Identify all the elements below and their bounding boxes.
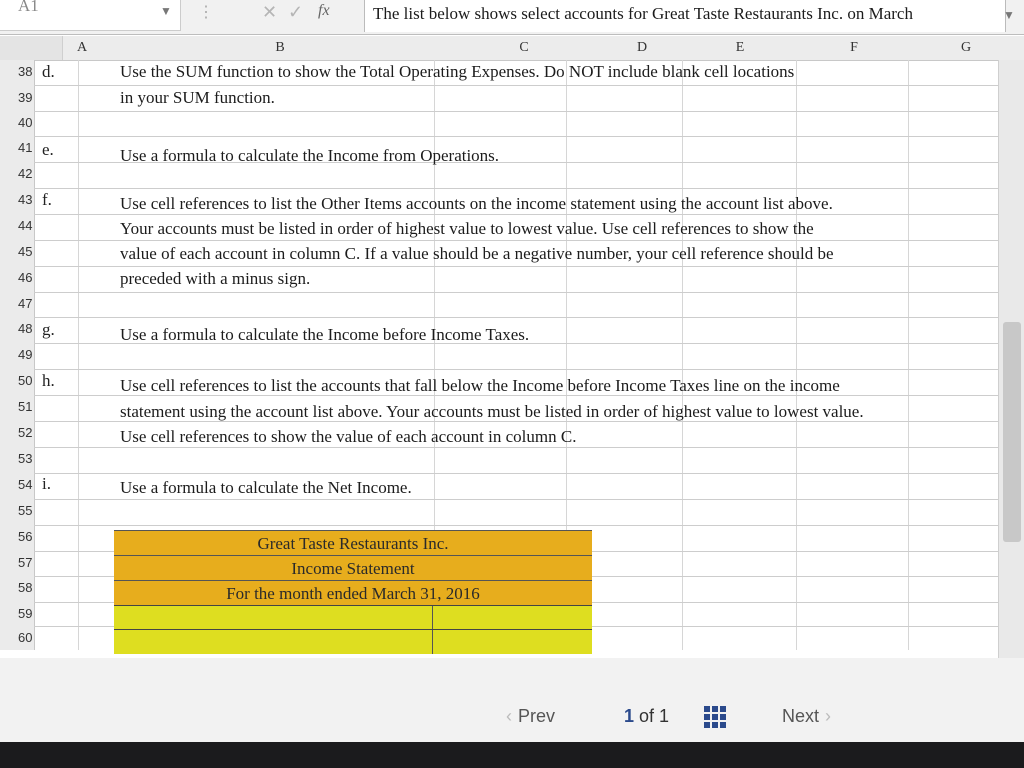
statement-company-name[interactable]: Great Taste Restaurants Inc.	[114, 530, 592, 556]
screen-bezel	[0, 742, 1024, 768]
formula-text: The list below shows select accounts for Great Taste Restaurants Inc. on March	[373, 4, 913, 23]
column-header-bar	[0, 36, 1024, 61]
instruction-f-line-4: preceded with a minus sign.	[120, 269, 311, 288]
instruction-e-line-1: Use a formula to calculate the Income from Operations.	[120, 146, 500, 165]
row-number[interactable]: 39	[18, 90, 33, 105]
row-gridline	[34, 136, 998, 137]
row-number[interactable]: 47	[18, 296, 33, 311]
page-current: 1	[624, 706, 635, 726]
cell-divider	[432, 630, 433, 654]
page-indicator	[624, 706, 669, 727]
instruction-g-line-1: Use a formula to calculate the Income before Income Taxes.	[120, 325, 530, 344]
cell-divider	[432, 606, 433, 630]
row-gridline	[34, 266, 998, 267]
enter-check-icon[interactable]: ✓	[288, 2, 304, 22]
next-button[interactable]	[782, 706, 831, 727]
chevron-down-icon[interactable]: ▼	[1003, 8, 1015, 22]
column-header-e[interactable]: E	[735, 40, 745, 55]
row-number[interactable]: 56	[18, 529, 33, 544]
step-letter-f: f.	[42, 190, 52, 209]
row-gridline	[34, 292, 998, 293]
column-gridline	[682, 60, 683, 650]
instruction-f-line-3: value of each account in column C. If a value should be a negative number, your cell reference should be	[120, 244, 834, 263]
statement-title[interactable]: Income Statement	[114, 555, 592, 581]
row-number[interactable]: 51	[18, 399, 33, 414]
row-number[interactable]: 42	[18, 166, 33, 181]
step-letter-g: g.	[42, 320, 55, 339]
chevron-right-icon: ›	[825, 706, 832, 726]
page-of: of 1	[639, 706, 670, 726]
column-gridline	[78, 60, 79, 650]
more-options-icon[interactable]: ⋮	[198, 4, 214, 21]
column-header-d[interactable]: D	[636, 40, 648, 55]
row-gridline	[34, 240, 998, 241]
row-number[interactable]: 50	[18, 373, 33, 388]
scrollbar-thumb[interactable]	[1003, 322, 1021, 542]
instruction-d-line-1: Use the SUM function to show the Total Operating Expenses. Do NOT include blank cell locations	[120, 62, 795, 81]
column-header-c[interactable]: C	[519, 40, 529, 55]
instruction-f-line-1: Use cell references to list the Other Items accounts on the income statement using the account list above.	[120, 194, 833, 213]
row-number[interactable]: 45	[18, 244, 33, 259]
row-gridline	[34, 111, 998, 112]
formula-bar	[0, 0, 1024, 35]
statement-period[interactable]: For the month ended March 31, 2016	[114, 580, 592, 606]
statement-input-row[interactable]	[114, 605, 592, 630]
row-number[interactable]: 41	[18, 140, 33, 155]
column-header-b[interactable]: B	[275, 40, 285, 55]
income-statement	[114, 530, 592, 650]
step-letter-d: d.	[42, 62, 55, 81]
instruction-i-line-1: Use a formula to calculate the Net Income.	[120, 478, 412, 497]
row-number[interactable]: 46	[18, 270, 33, 285]
row-number[interactable]: 55	[18, 503, 33, 518]
column-gridline	[908, 60, 909, 650]
column-header-g[interactable]: G	[960, 40, 972, 55]
row-number[interactable]: 48	[18, 321, 33, 336]
row-gridline	[34, 525, 998, 526]
row-number[interactable]: 58	[18, 580, 33, 595]
cell-reference: A1	[18, 0, 39, 15]
row-number[interactable]: 53	[18, 451, 33, 466]
row-number[interactable]: 52	[18, 425, 33, 440]
function-icon[interactable]: fx	[318, 2, 330, 19]
cancel-icon[interactable]: ✕	[262, 2, 278, 22]
row-number[interactable]: 60	[18, 630, 33, 645]
row-number[interactable]: 44	[18, 218, 33, 233]
column-gridline	[796, 60, 797, 650]
row-gridline	[34, 85, 998, 86]
instruction-d-line-2: in your SUM function.	[120, 88, 275, 107]
row-gridline	[34, 317, 998, 318]
grid-view-icon[interactable]	[704, 706, 726, 728]
row-gridline	[34, 447, 998, 448]
prev-label: Prev	[518, 706, 556, 726]
instruction-h-line-1: Use cell references to list the accounts that fall below the Income before Income Taxes line on the income	[120, 376, 840, 395]
row-number[interactable]: 49	[18, 347, 33, 362]
pagination-footer	[0, 658, 1024, 742]
row-number[interactable]: 43	[18, 192, 33, 207]
row-gridline	[34, 473, 998, 474]
vertical-scrollbar[interactable]	[998, 60, 1024, 658]
statement-input-row[interactable]	[114, 629, 592, 654]
row-number[interactable]: 57	[18, 555, 33, 570]
row-gridline	[34, 369, 998, 370]
step-letter-h: h.	[42, 371, 55, 390]
row-number[interactable]: 59	[18, 606, 33, 621]
name-box[interactable]	[0, 0, 181, 31]
row-gridline	[34, 214, 998, 215]
prev-button[interactable]	[506, 706, 555, 727]
chevron-left-icon: ‹	[506, 706, 512, 726]
column-header-a[interactable]: A	[76, 40, 88, 55]
step-letter-i: i.	[42, 474, 51, 493]
step-letter-e: e.	[42, 140, 54, 159]
next-label: Next	[782, 706, 820, 726]
column-header-f[interactable]: F	[850, 40, 858, 55]
row-gridline	[34, 499, 998, 500]
row-header-bar	[0, 60, 35, 650]
chevron-down-icon[interactable]: ▼	[160, 4, 172, 18]
spreadsheet-grid[interactable]	[34, 60, 998, 650]
instruction-h-line-3: Use cell references to show the value of each account in column C.	[120, 427, 577, 446]
formula-input[interactable]	[364, 0, 1006, 32]
row-number[interactable]: 54	[18, 477, 33, 492]
instruction-f-line-2: Your accounts must be listed in order of highest value to lowest value. Use cell references to show the	[120, 219, 814, 238]
instruction-h-line-2: statement using the account list above. Your accounts must be listed in order of highest value to lowest value.	[120, 402, 864, 421]
row-number[interactable]: 40	[18, 115, 33, 130]
row-number[interactable]: 38	[18, 64, 33, 79]
row-gridline	[34, 188, 998, 189]
select-all-corner[interactable]	[0, 36, 63, 60]
